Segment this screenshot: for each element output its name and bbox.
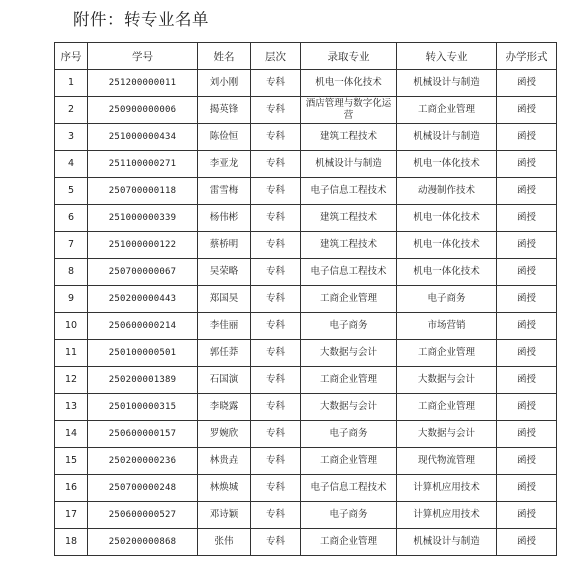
study-mode-cell: 函授 (497, 151, 557, 178)
study-mode-cell: 函授 (497, 367, 557, 394)
student-id-cell: 251000000122 (88, 232, 198, 259)
admitted-major-cell: 电子商务 (301, 421, 397, 448)
admitted-major-cell: 工商企业管理 (301, 529, 397, 556)
study-mode-cell: 函授 (497, 421, 557, 448)
study-mode-cell: 函授 (497, 205, 557, 232)
study-mode-cell: 函授 (497, 529, 557, 556)
level-cell: 专科 (251, 421, 301, 448)
table-row (55, 232, 557, 259)
student-id-cell: 250600000527 (88, 502, 198, 529)
student-id-cell: 250100000501 (88, 340, 198, 367)
study-mode-cell: 函授 (497, 124, 557, 151)
row-number-cell: 12 (55, 367, 88, 394)
level-cell: 专科 (251, 70, 301, 97)
row-number-cell: 17 (55, 502, 88, 529)
admitted-major-cell: 机电一体化技术 (301, 70, 397, 97)
table-row (55, 205, 557, 232)
student-name-cell: 石国演 (198, 367, 251, 394)
table-row (55, 286, 557, 313)
transfer-major-cell: 机电一体化技术 (397, 205, 497, 232)
student-name-cell: 雷雪梅 (198, 178, 251, 205)
study-mode-cell: 函授 (497, 70, 557, 97)
row-number-cell: 13 (55, 394, 88, 421)
table-row (55, 421, 557, 448)
student-id-cell: 250600000214 (88, 313, 198, 340)
transfer-major-cell: 机械设计与制造 (397, 124, 497, 151)
transfer-major-cell: 动漫制作技术 (397, 178, 497, 205)
row-number-cell: 3 (55, 124, 88, 151)
admitted-major-cell: 电子信息工程技术 (301, 178, 397, 205)
student-name-cell: 李佳丽 (198, 313, 251, 340)
level-cell: 专科 (251, 475, 301, 502)
student-name-cell: 罗婉欣 (198, 421, 251, 448)
row-number-cell: 15 (55, 448, 88, 475)
level-cell: 专科 (251, 529, 301, 556)
transfer-major-cell: 机电一体化技术 (397, 259, 497, 286)
transfer-major-cell: 工商企业管理 (397, 340, 497, 367)
row-number-cell: 5 (55, 178, 88, 205)
student-name-cell: 陈俭恒 (198, 124, 251, 151)
table-row (55, 259, 557, 286)
table-row (55, 178, 557, 205)
table-row (55, 367, 557, 394)
admitted-major-cell: 工商企业管理 (301, 367, 397, 394)
row-number-cell: 14 (55, 421, 88, 448)
student-id-cell: 250200000236 (88, 448, 198, 475)
study-mode-cell: 函授 (497, 475, 557, 502)
student-name-cell: 郭任莽 (198, 340, 251, 367)
header-cell: 学号 (88, 43, 198, 70)
row-number-cell: 11 (55, 340, 88, 367)
table-row (55, 448, 557, 475)
table-row (55, 124, 557, 151)
student-name-cell: 刘小刚 (198, 70, 251, 97)
header-row (55, 43, 557, 70)
table-row (55, 502, 557, 529)
level-cell: 专科 (251, 367, 301, 394)
admitted-major-cell: 建筑工程技术 (301, 205, 397, 232)
student-name-cell: 林焕城 (198, 475, 251, 502)
table-row (55, 97, 557, 124)
transfer-major-cell: 机电一体化技术 (397, 151, 497, 178)
level-cell: 专科 (251, 502, 301, 529)
transfer-major-cell: 大数据与会计 (397, 421, 497, 448)
admitted-major-cell: 机械设计与制造 (301, 151, 397, 178)
student-id-cell: 250100000315 (88, 394, 198, 421)
admitted-major-cell: 建筑工程技术 (301, 124, 397, 151)
transfer-major-cell: 电子商务 (397, 286, 497, 313)
row-number-cell: 1 (55, 70, 88, 97)
transfer-major-cell: 大数据与会计 (397, 367, 497, 394)
student-id-cell: 251200000011 (88, 70, 198, 97)
student-id-cell: 250200001389 (88, 367, 198, 394)
transfer-major-cell: 计算机应用技术 (397, 502, 497, 529)
admitted-major-cell: 工商企业管理 (301, 448, 397, 475)
admitted-major-cell: 电子商务 (301, 313, 397, 340)
transfer-major-cell: 机电一体化技术 (397, 232, 497, 259)
table-row (55, 313, 557, 340)
table-row (55, 70, 557, 97)
student-name-cell: 李亚龙 (198, 151, 251, 178)
row-number-cell: 18 (55, 529, 88, 556)
transfer-major-cell: 计算机应用技术 (397, 475, 497, 502)
table-row (55, 529, 557, 556)
level-cell: 专科 (251, 259, 301, 286)
row-number-cell: 4 (55, 151, 88, 178)
header-cell: 层次 (251, 43, 301, 70)
table-body (55, 70, 557, 556)
student-id-cell: 250900000006 (88, 97, 198, 124)
student-name-cell: 揭英锋 (198, 97, 251, 124)
level-cell: 专科 (251, 394, 301, 421)
table-row (55, 475, 557, 502)
student-id-cell: 250700000248 (88, 475, 198, 502)
transfer-major-cell: 机械设计与制造 (397, 70, 497, 97)
header-cell: 办学形式 (497, 43, 557, 70)
row-number-cell: 2 (55, 97, 88, 124)
admitted-major-cell: 工商企业管理 (301, 286, 397, 313)
student-name-cell: 吴荣略 (198, 259, 251, 286)
admitted-major-cell: 大数据与会计 (301, 394, 397, 421)
student-name-cell: 张伟 (198, 529, 251, 556)
student-id-cell: 251000000339 (88, 205, 198, 232)
student-name-cell: 杨伟彬 (198, 205, 251, 232)
row-number-cell: 7 (55, 232, 88, 259)
transfer-major-cell: 机械设计与制造 (397, 529, 497, 556)
study-mode-cell: 函授 (497, 286, 557, 313)
admitted-major-cell: 酒店管理与数字化运营 (301, 97, 397, 124)
study-mode-cell: 函授 (497, 340, 557, 367)
level-cell: 专科 (251, 313, 301, 340)
student-name-cell: 林贵垚 (198, 448, 251, 475)
study-mode-cell: 函授 (497, 232, 557, 259)
header-cell: 姓名 (198, 43, 251, 70)
admitted-major-cell: 电子信息工程技术 (301, 259, 397, 286)
admitted-major-cell: 电子信息工程技术 (301, 475, 397, 502)
transfer-major-cell: 市场营销 (397, 313, 497, 340)
header-cell: 录取专业 (301, 43, 397, 70)
row-number-cell: 10 (55, 313, 88, 340)
admitted-major-cell: 大数据与会计 (301, 340, 397, 367)
study-mode-cell: 函授 (497, 448, 557, 475)
transfer-major-cell: 工商企业管理 (397, 394, 497, 421)
study-mode-cell: 函授 (497, 97, 557, 124)
study-mode-cell: 函授 (497, 313, 557, 340)
student-id-cell: 250700000118 (88, 178, 198, 205)
row-number-cell: 16 (55, 475, 88, 502)
student-name-cell: 李晓露 (198, 394, 251, 421)
row-number-cell: 9 (55, 286, 88, 313)
table-row (55, 340, 557, 367)
student-name-cell: 郑国昊 (198, 286, 251, 313)
admitted-major-cell: 电子商务 (301, 502, 397, 529)
study-mode-cell: 函授 (497, 394, 557, 421)
level-cell: 专科 (251, 448, 301, 475)
student-name-cell: 邓诗颖 (198, 502, 251, 529)
transfer-major-cell: 工商企业管理 (397, 97, 497, 124)
student-id-cell: 251000000434 (88, 124, 198, 151)
student-id-cell: 250200000868 (88, 529, 198, 556)
row-number-cell: 8 (55, 259, 88, 286)
level-cell: 专科 (251, 286, 301, 313)
table-row (55, 394, 557, 421)
table-row (55, 151, 557, 178)
header-cell: 序号 (55, 43, 88, 70)
transfer-roster-table (54, 42, 557, 556)
level-cell: 专科 (251, 340, 301, 367)
level-cell: 专科 (251, 178, 301, 205)
level-cell: 专科 (251, 97, 301, 124)
level-cell: 专科 (251, 124, 301, 151)
level-cell: 专科 (251, 232, 301, 259)
student-id-cell: 250700000067 (88, 259, 198, 286)
study-mode-cell: 函授 (497, 502, 557, 529)
row-number-cell: 6 (55, 205, 88, 232)
student-name-cell: 蔡桥明 (198, 232, 251, 259)
study-mode-cell: 函授 (497, 178, 557, 205)
study-mode-cell: 函授 (497, 259, 557, 286)
level-cell: 专科 (251, 205, 301, 232)
level-cell: 专科 (251, 151, 301, 178)
student-id-cell: 250200000443 (88, 286, 198, 313)
transfer-major-cell: 现代物流管理 (397, 448, 497, 475)
header-cell: 转入专业 (397, 43, 497, 70)
page-title: 附件：转专业名单 (73, 10, 209, 29)
student-id-cell: 251100000271 (88, 151, 198, 178)
student-id-cell: 250600000157 (88, 421, 198, 448)
admitted-major-cell: 建筑工程技术 (301, 232, 397, 259)
